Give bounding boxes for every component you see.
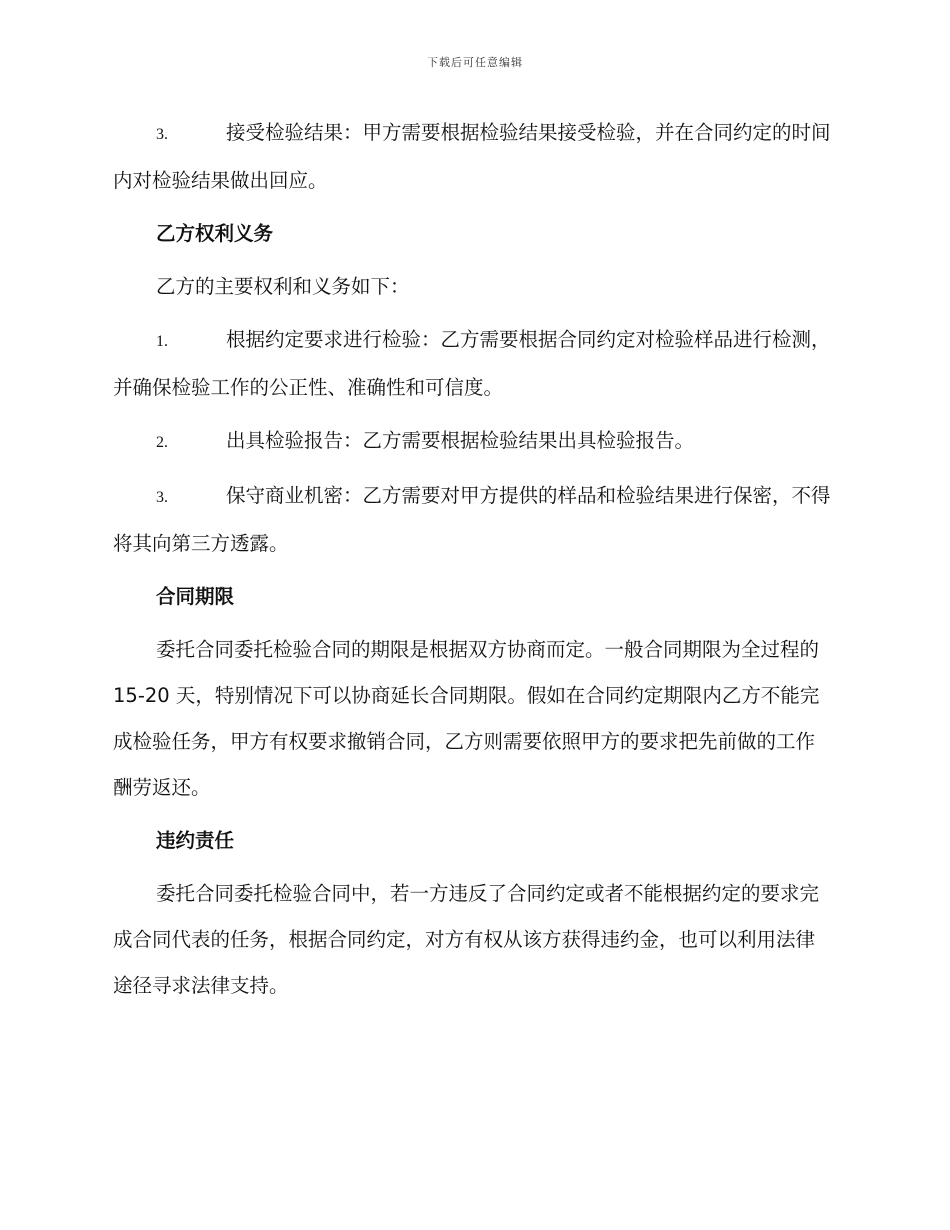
section-heading-breach: 违约责任 (156, 829, 235, 852)
item-text: 保守商业机密：乙方需要对甲方提供的样品和检验结果进行保密，不得将其向第三方透露。 (113, 484, 831, 555)
item-text: 接受检验结果：甲方需要根据检验结果接受检验，并在合同约定的时间内对检验结果做出回应。 (113, 121, 831, 192)
document-body (113, 110, 833, 1016)
party-b-item-2 (113, 418, 833, 466)
item-number: 3. (156, 489, 168, 506)
section-heading-party-b: 乙方权利义务 (156, 222, 274, 245)
item-number: 1. (156, 333, 168, 350)
header-note: 下载后可任意编辑 (427, 56, 523, 69)
item-text: 出具检验报告：乙方需要根据检验结果出具检验报告。 (226, 429, 695, 452)
party-b-item-1 (113, 317, 833, 411)
section-heading-term: 合同期限 (156, 585, 235, 608)
party-b-item-3 (113, 473, 833, 567)
item-text: 根据约定要求进行检验：乙方需要根据合同约定对检验样品进行检测，并确保检验工作的公正性、准确性和可信度。 (113, 328, 831, 399)
party-a-item-3 (113, 110, 833, 204)
item-number: 2. (156, 434, 168, 451)
term-paragraph: 委托合同委托检验合同的期限是根据双方协商而定。一般合同期限为全过程的 15-20 天，特别情况下可以协商延长合同期限。假如在合同约定期限内乙方不能完成检验任务，甲方有权要求撤销合同，乙方则需要依照甲方的要求把先前做的工作酬劳返还。 (113, 638, 820, 799)
item-number: 3. (156, 126, 168, 143)
breach-paragraph: 委托合同委托检验合同中，若一方违反了合同约定或者不能根据约定的要求完成合同代表的任务，根据合同约定，对方有权从该方获得违约金，也可以利用法律途径寻求法律支持。 (113, 882, 820, 997)
party-b-intro: 乙方的主要权利和义务如下： (156, 275, 410, 298)
